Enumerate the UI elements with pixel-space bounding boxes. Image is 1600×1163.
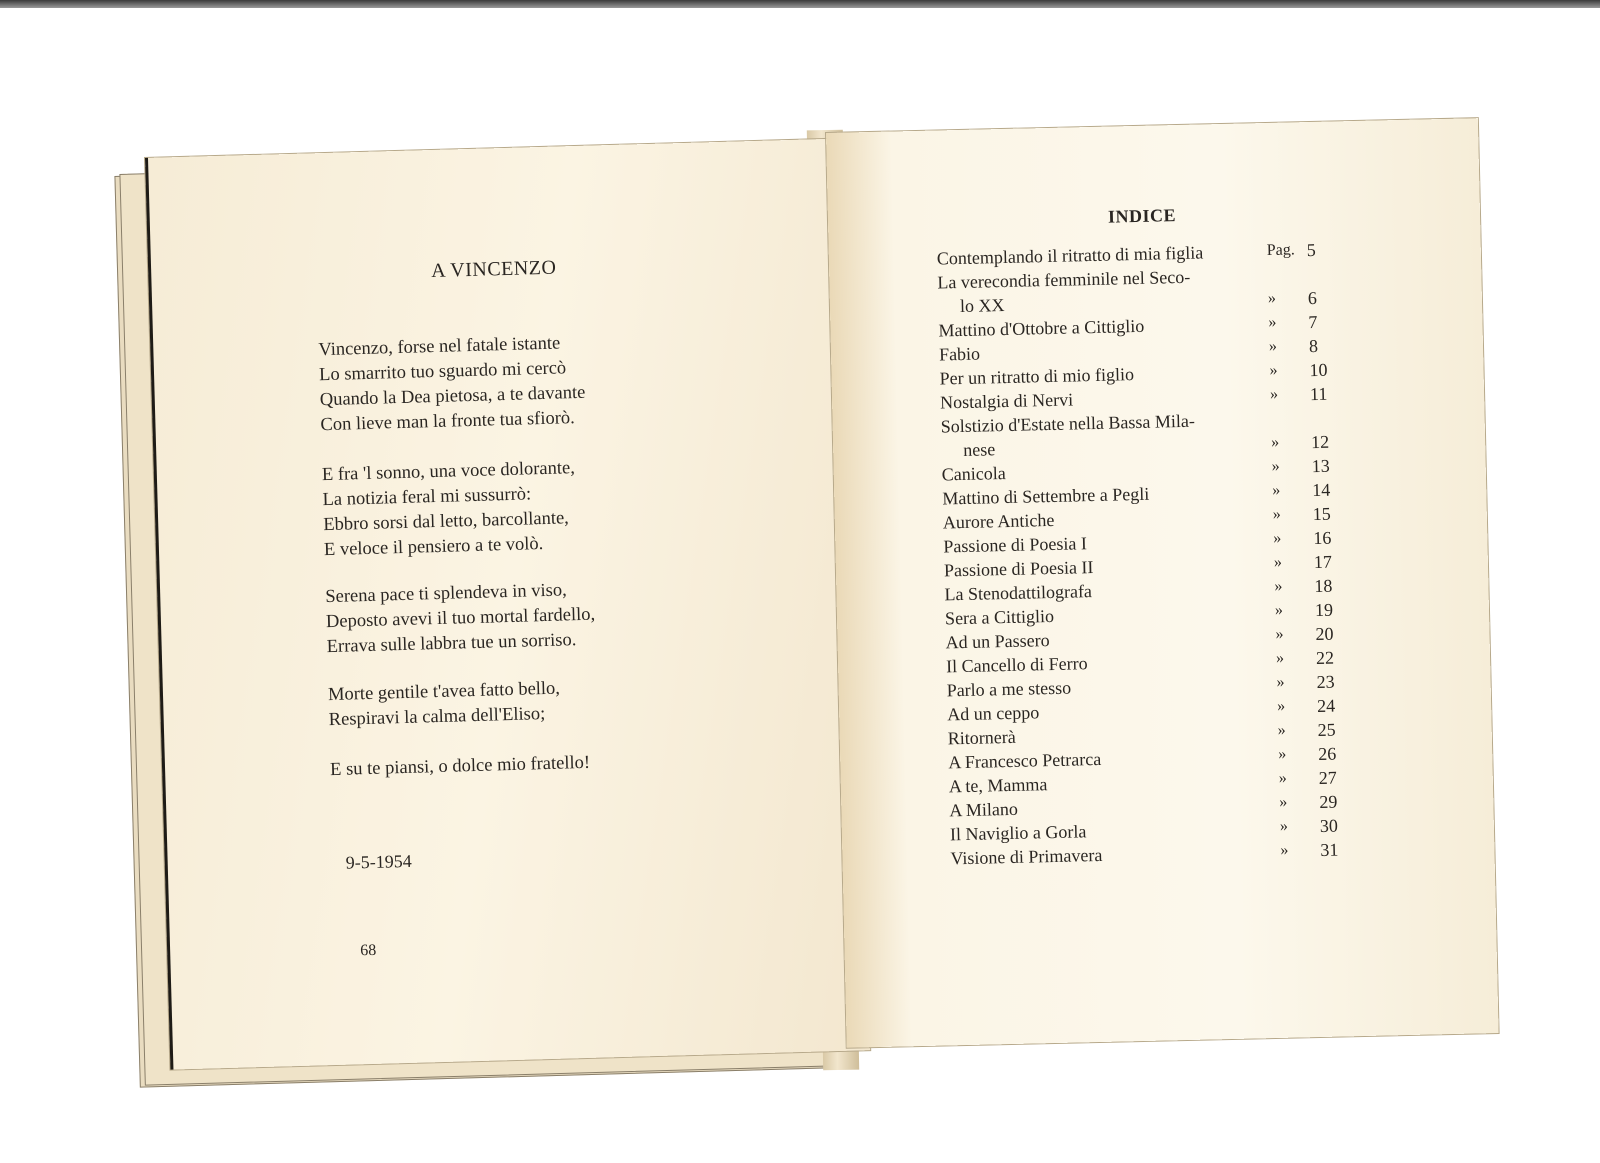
toc-entry-marker: »: [1279, 817, 1289, 835]
toc-entry-marker: »: [1267, 289, 1277, 308]
verse-line: Vincenzo, forse nel fatale istante: [318, 333, 561, 361]
toc-entry-marker: »: [1275, 625, 1284, 643]
toc-title-text: Contemplando il ritratto di mia figlia: [936, 242, 1204, 269]
toc-entry-marker: »: [1275, 649, 1285, 667]
verse-line: Lo smarrito tuo sguardo mi cercò: [318, 358, 567, 386]
toc-title-text: Solstizio d'Estate nella Bassa Mila-: [940, 410, 1196, 437]
toc-entry-page: 19: [1314, 599, 1334, 621]
toc-entry-marker: »: [1277, 721, 1286, 739]
toc-entry-page: 13: [1311, 455, 1330, 477]
index-title: INDICE: [1107, 205, 1177, 227]
toc-entry-marker: »: [1270, 433, 1280, 451]
verse-line: Ebbro sorsi dal letto, barcollante,: [323, 508, 570, 536]
toc-title-text: La Stenodattilografa: [944, 581, 1093, 605]
verse-line: Morte gentile t'avea fatto bello,: [327, 678, 561, 706]
toc-entry-page: 24: [1316, 695, 1336, 717]
verse-line: E fra 'l sonno, una voce dolorante,: [321, 458, 576, 486]
toc-title-text: Visione di Primavera: [950, 844, 1103, 869]
toc-entry-page: 29: [1319, 791, 1338, 812]
toc-entry-marker: »: [1278, 745, 1287, 763]
toc-entry-page: 5: [1306, 239, 1317, 261]
toc-title-text: A Milano: [949, 798, 1019, 821]
toc-entry-page: 27: [1318, 767, 1337, 788]
toc-entry-marker: »: [1276, 673, 1285, 691]
toc-title-text: La verecondia femminile nel Seco-: [937, 266, 1191, 293]
toc-entry-page: 10: [1309, 359, 1328, 381]
toc-entry-page: 18: [1314, 575, 1333, 597]
toc-entry-page: 26: [1317, 743, 1337, 764]
verse-line: Serena pace ti splendeva in viso,: [325, 580, 567, 608]
page-number: 68: [359, 941, 377, 960]
right-page: [826, 118, 1499, 1048]
scan-top-border: [0, 0, 1600, 8]
poem-title: A VINCENZO: [430, 256, 557, 283]
toc-entry-marker: »: [1273, 529, 1282, 547]
toc-entry-page: 7: [1308, 311, 1318, 333]
toc-entry-marker: »: [1280, 841, 1289, 859]
toc-entry-page: 25: [1317, 719, 1336, 740]
verse-line: Deposto avevi il tuo mortal fardello,: [325, 604, 596, 633]
toc-title-text: Per un ritratto di mio figlio: [939, 364, 1135, 389]
left-page: [145, 138, 870, 1069]
toc-entry-page: 30: [1319, 815, 1339, 836]
toc-entry-page: 15: [1312, 503, 1331, 525]
toc-entry-marker: »: [1271, 457, 1280, 475]
toc-entry-page: 31: [1320, 839, 1339, 860]
stanza-5: [330, 746, 751, 783]
toc-entry-marker: »: [1274, 601, 1284, 619]
toc-entry-marker: »: [1272, 481, 1281, 499]
toc-entry-marker: »: [1272, 505, 1281, 523]
toc-entry-marker: »: [1274, 577, 1283, 595]
toc-title-text: Passione di Poesia II: [943, 557, 1094, 581]
toc-title-continuation: nese: [962, 439, 996, 460]
toc-entry-page: 6: [1307, 287, 1318, 309]
toc-entry-marker: »: [1268, 313, 1277, 332]
toc-entry-page: 11: [1309, 383, 1328, 405]
toc-entry-page: 23: [1316, 671, 1335, 693]
toc-title-text: Canicola: [941, 463, 1006, 485]
verse-line: E veloce il pensiero a te volò.: [323, 534, 544, 561]
toc-title-text: Ritornerà: [947, 726, 1016, 749]
toc-entry-page: 8: [1308, 335, 1319, 357]
toc-entry-marker: »: [1273, 553, 1283, 571]
toc-entry-marker: »: [1278, 769, 1287, 787]
toc-entry-page: 20: [1315, 623, 1334, 645]
verse-line: La notizia feral mi sussurrò:: [322, 484, 532, 511]
verse-line: Errava sulle labbra tue un sorriso.: [326, 630, 577, 658]
toc-entry-page: 17: [1313, 551, 1333, 573]
stanza-2: [322, 451, 745, 563]
verse-line: Con lieve man la fronte tua sfiorò.: [320, 408, 576, 436]
toc-title-text: Passione di Poesia I: [943, 533, 1088, 557]
toc-entry-page: 22: [1315, 647, 1335, 669]
table-of-contents: [937, 237, 1391, 871]
toc-title-text: Sera a Cittiglio: [944, 605, 1055, 629]
toc-title-text: Mattino di Settembre a Pegli: [942, 483, 1150, 509]
toc-title-text: Mattino d'Ottobre a Cittiglio: [938, 315, 1145, 341]
toc-entry-page: 14: [1311, 479, 1331, 501]
toc-entry-page: 12: [1310, 431, 1330, 453]
toc-title-text: Aurore Antiche: [942, 509, 1055, 533]
verse-line: Respiravi la calma dell'Eliso;: [328, 704, 546, 731]
toc-title-text: Il Cancello di Ferro: [945, 653, 1088, 677]
stanza-1: [318, 327, 741, 439]
toc-entry-marker: »: [1276, 697, 1286, 715]
toc-title-text: Ad un ceppo: [946, 702, 1040, 725]
toc-title-text: Nostalgia di Nervi: [939, 389, 1074, 413]
toc-entry-marker: »: [1268, 337, 1278, 356]
poem-date: 9-5-1954: [345, 850, 413, 873]
toc-title-text: Ad un Passero: [945, 630, 1050, 653]
toc-entry-title: [940, 407, 1251, 462]
stanza-4: [328, 671, 749, 733]
verse-line: E su te piansi, o dolce mio fratello!: [329, 752, 591, 781]
toc-entry-marker: »: [1279, 793, 1288, 811]
toc-title-text: Il Naviglio a Gorla: [949, 821, 1087, 845]
toc-title-continuation: lo XX: [959, 294, 1005, 317]
toc-entry-title: [937, 263, 1248, 318]
toc-title-text: A te, Mamma: [948, 774, 1048, 797]
toc-title-text: Fabio: [938, 343, 981, 365]
toc-entry-marker: »: [1269, 361, 1278, 379]
stanza-3: [325, 573, 747, 660]
toc-entry-page: 16: [1313, 527, 1332, 549]
verse-line: Quando la Dea pietosa, a te davante: [319, 382, 586, 411]
toc-title-text: A Francesco Petrarca: [948, 748, 1102, 773]
toc-entry-marker: »: [1269, 385, 1279, 403]
toc-entry-marker: Pag.: [1266, 241, 1295, 260]
toc-title-text: Parlo a me stesso: [946, 677, 1072, 701]
